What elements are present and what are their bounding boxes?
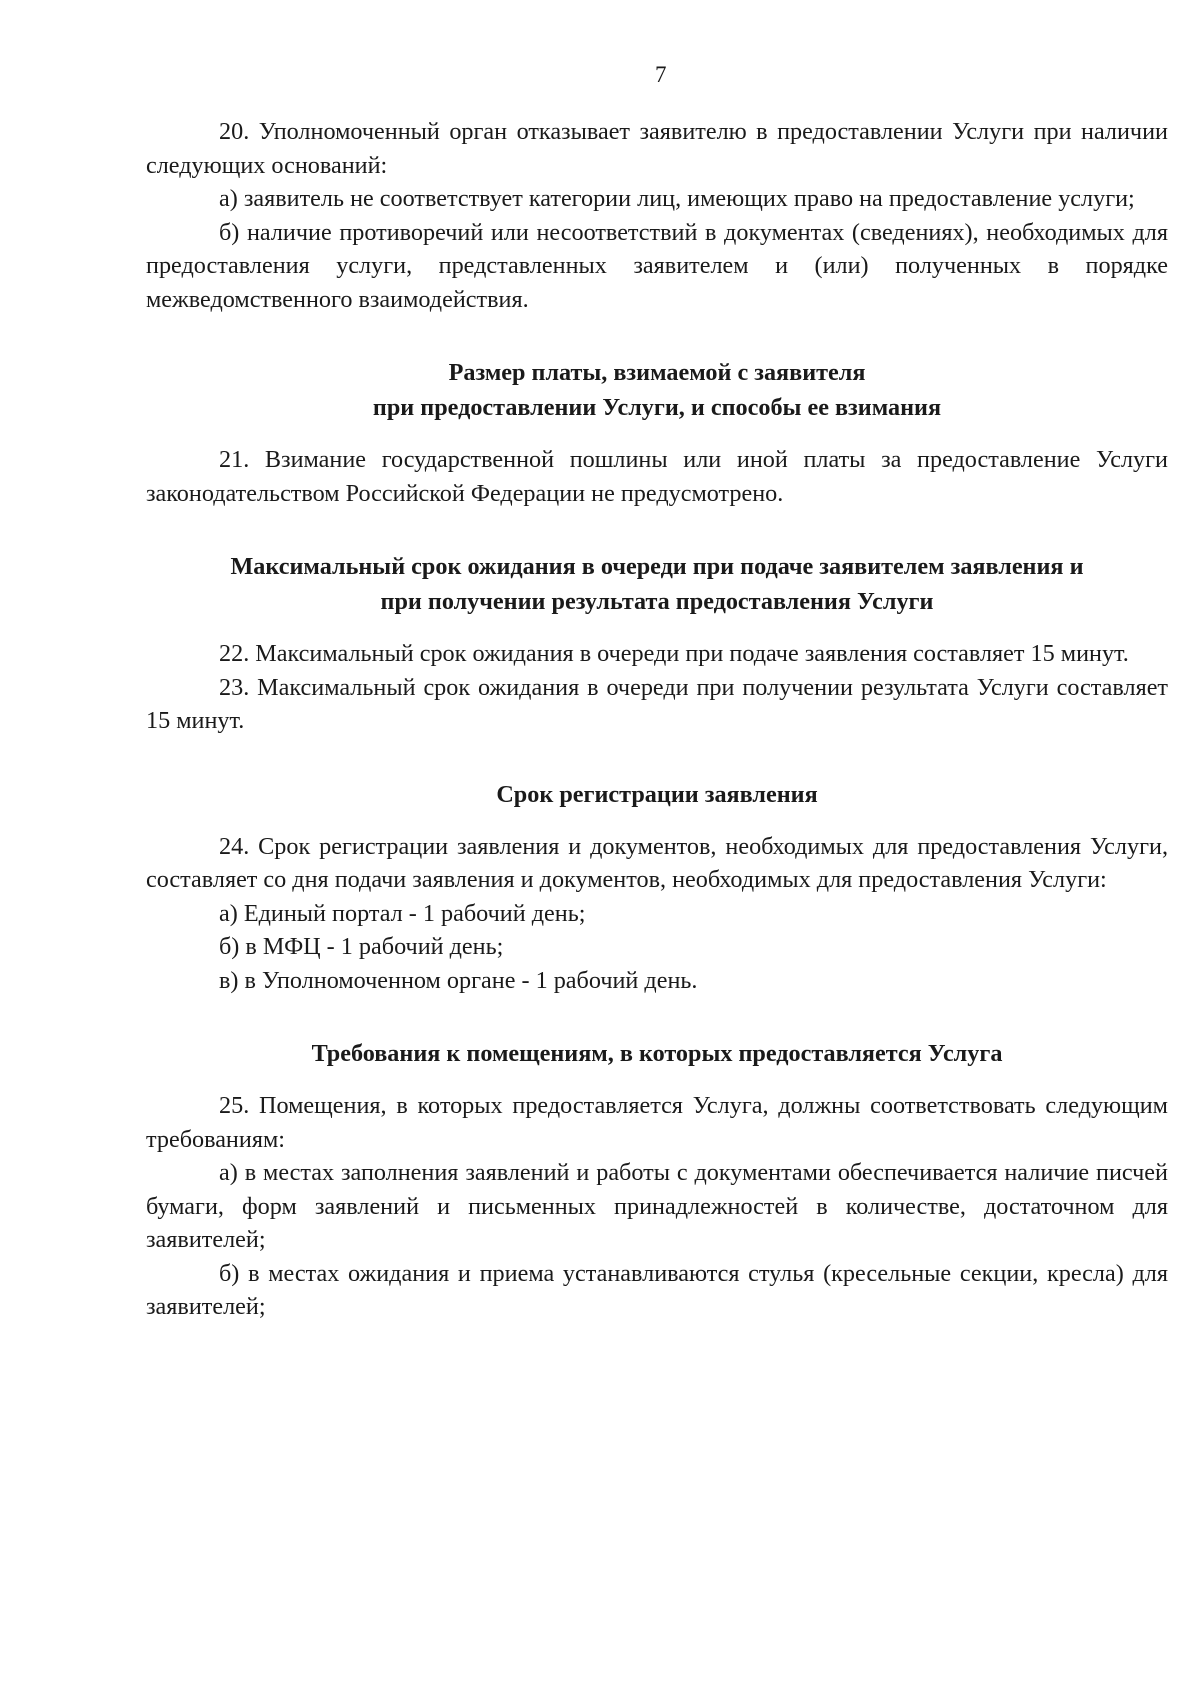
heading-line: Размер платы, взимаемой с заявителя [448,359,866,386]
heading-line: Максимальный срок ожидания в очереди при подаче заявителем заявления и [230,553,1084,580]
paragraph-25-b: б) в местах ожидания и приема устанавливаются стулья (кресельные секции, кресла) для заявителей; [146,1259,1168,1320]
heading-line: Требования к помещениям, в которых предоставляется Услуга [311,1040,1003,1067]
heading-line: при предоставлении Услуги, и способы ее взимания [372,394,942,421]
paragraph-23: 23. Максимальный срок ожидания в очереди при получении результата Услуги составляет 15 минут. [146,673,1168,734]
paragraph-24-a: а) Единый портал - 1 рабочий день; [219,899,586,927]
paragraph-24-b: б) в МФЦ - 1 рабочий день; [219,933,504,960]
heading-line: при получении результата предоставления Услуги [380,588,934,615]
section-heading-queue-time [146,549,1168,619]
paragraph-25-a: а) в местах заполнения заявлений и работы с документами обеспечивается наличие писчей бумаги, форм заявлений и письменных принадлежностей в количестве, достаточном для заявителей; [146,1159,1168,1253]
paragraph-21: 21. Взимание государственной пошлины или иной платы за предоставление Услуги законодательством Российской Федерации не предусмотрено. [146,446,1168,507]
section-heading-fees [146,355,1168,425]
paragraph-24-c: в) в Уполномоченном органе - 1 рабочий день. [219,966,698,994]
paragraph-24: 24. Срок регистрации заявления и документов, необходимых для предоставления Услуги, составляет со дня подачи заявления и документов, необходимых для предоставления Услуги: [146,832,1168,893]
paragraph-25: 25. Помещения, в которых предоставляется Услуга, должны соответствовать следующим требованиям: [146,1092,1168,1153]
paragraph-20: 20. Уполномоченный орган отказывает заявителю в предоставлении Услуги при наличии следующих оснований: [146,118,1168,179]
page-number: 7 [655,62,667,87]
paragraph-20-a: а) заявитель не соответствует категории лиц, имеющих право на предоставление услуги; [219,185,1135,212]
section-heading-registration [146,777,1168,812]
heading-line: Срок регистрации заявления [496,780,818,808]
paragraph-22: 22. Максимальный срок ожидания в очереди при подаче заявления составляет 15 минут. [219,640,1129,667]
paragraph-20-b: б) наличие противоречий или несоответствий в документах (сведениях), необходимых для предоставления услуги, представленных заявителем и (или) полученных в порядке межведомственного взаимодействия. [146,218,1168,313]
document-body [146,115,1168,1324]
section-heading-premises [146,1036,1168,1071]
